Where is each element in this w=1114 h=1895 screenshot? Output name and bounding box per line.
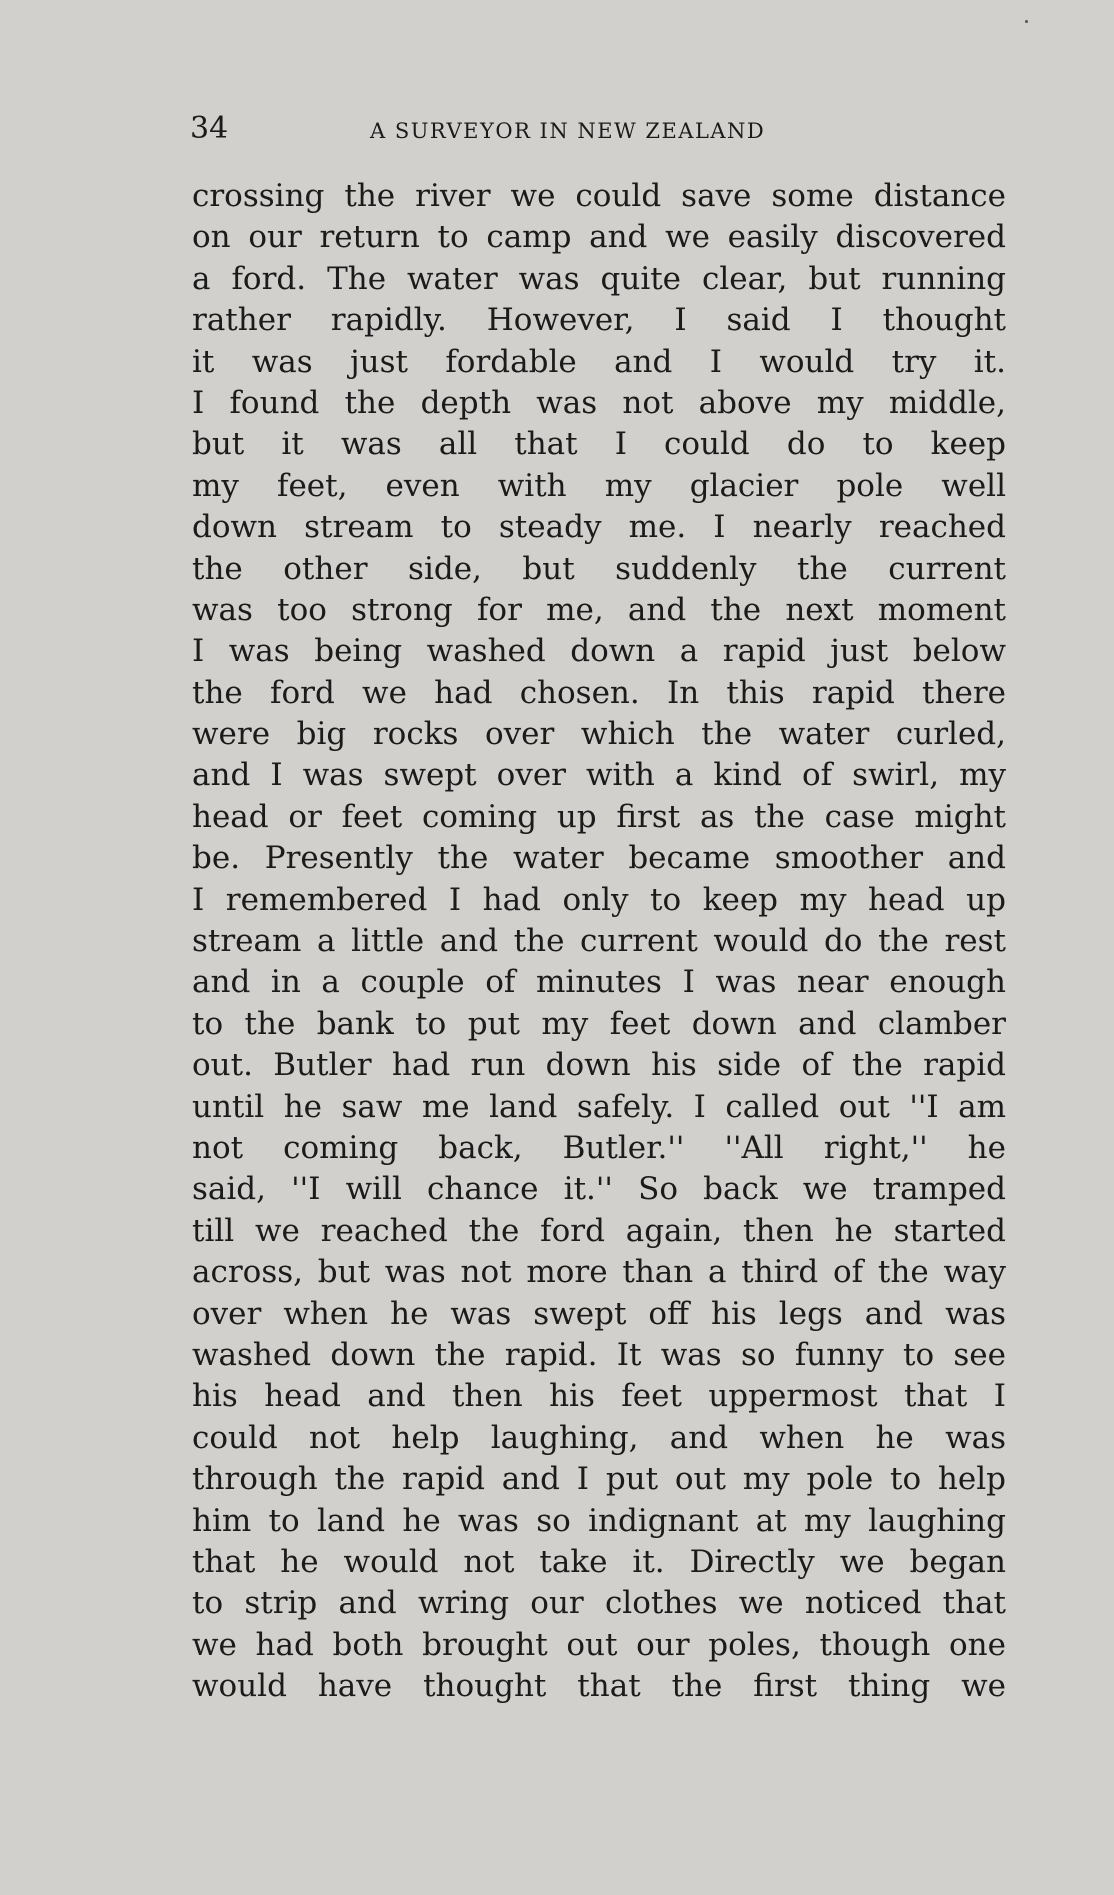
text-line: his head and then his feet uppermost that I [192, 1378, 1006, 1415]
text-line: but it was all that I could do to keep [192, 426, 1006, 463]
text-line: we had both brought out our poles, though one [192, 1626, 1006, 1663]
text-line: said, ''I will chance it.'' So back we tramped [192, 1171, 1006, 1208]
text-line: until he saw me land safely. I called out ''I am [192, 1088, 1006, 1125]
text-line: I remembered I had only to keep my head up [192, 881, 1006, 918]
text-line: I was being washed down a rapid just below [192, 633, 1006, 670]
text-line: down stream to steady me. I nearly reached [192, 509, 1006, 546]
text-line: stream a little and the current would do the rest [192, 923, 1006, 960]
text-line: it was just fordable and I would try it. [192, 343, 1006, 380]
text-line: not coming back, Butler.'' ''All right,'' he [192, 1129, 1006, 1166]
text-line: to strip and wring our clothes we noticed that [192, 1585, 1006, 1622]
text-line: to the bank to put my feet down and clamber [192, 1005, 1006, 1042]
text-line: a ford. The water was quite clear, but running [192, 260, 1006, 297]
text-line: that he would not take it. Directly we began [192, 1543, 1006, 1580]
text-line: across, but was not more than a third of the way [192, 1254, 1006, 1291]
text-line: and I was swept over with a kind of swirl, my [192, 757, 1006, 794]
text-line: the ford we had chosen. In this rapid there [192, 674, 1006, 711]
text-line: on our return to camp and we easily discovered [192, 219, 1006, 256]
text-line: my feet, even with my glacier pole well [192, 467, 1006, 504]
text-line: were big rocks over which the water curled, [192, 716, 1006, 753]
text-line: I found the depth was not above my middle, [192, 384, 1006, 421]
text-line: would have thought that the first thing we [192, 1668, 1006, 1705]
text-line: head or feet coming up first as the case might [192, 798, 1006, 835]
running-title: A SURVEYOR IN NEW ZEALAND [370, 119, 766, 143]
text-line: and in a couple of minutes I was near enough [192, 964, 1006, 1001]
text-line: through the rapid and I put out my pole to help [192, 1461, 1006, 1498]
page-speck [1025, 20, 1028, 23]
text-line: over when he was swept off his legs and was [192, 1295, 1006, 1332]
page-number: 34 [190, 111, 229, 146]
text-line: be. Presently the water became smoother and [192, 840, 1006, 877]
text-line: crossing the river we could save some distance [192, 178, 1006, 214]
text-line: the other side, but suddenly the current [192, 550, 1006, 587]
text-line: was too strong for me, and the next moment [192, 591, 1006, 628]
body-text [192, 176, 1006, 1707]
text-line: rather rapidly. However, I said I thought [192, 302, 1006, 339]
page-header [190, 112, 1010, 152]
text-line: out. Butler had run down his side of the rapid [192, 1047, 1006, 1084]
text-line: washed down the rapid. It was so funny to see [192, 1336, 1006, 1373]
text-line: could not help laughing, and when he was [192, 1419, 1006, 1456]
text-line: till we reached the ford again, then he started [192, 1212, 1006, 1249]
text-line: him to land he was so indignant at my laughing [192, 1502, 1006, 1539]
